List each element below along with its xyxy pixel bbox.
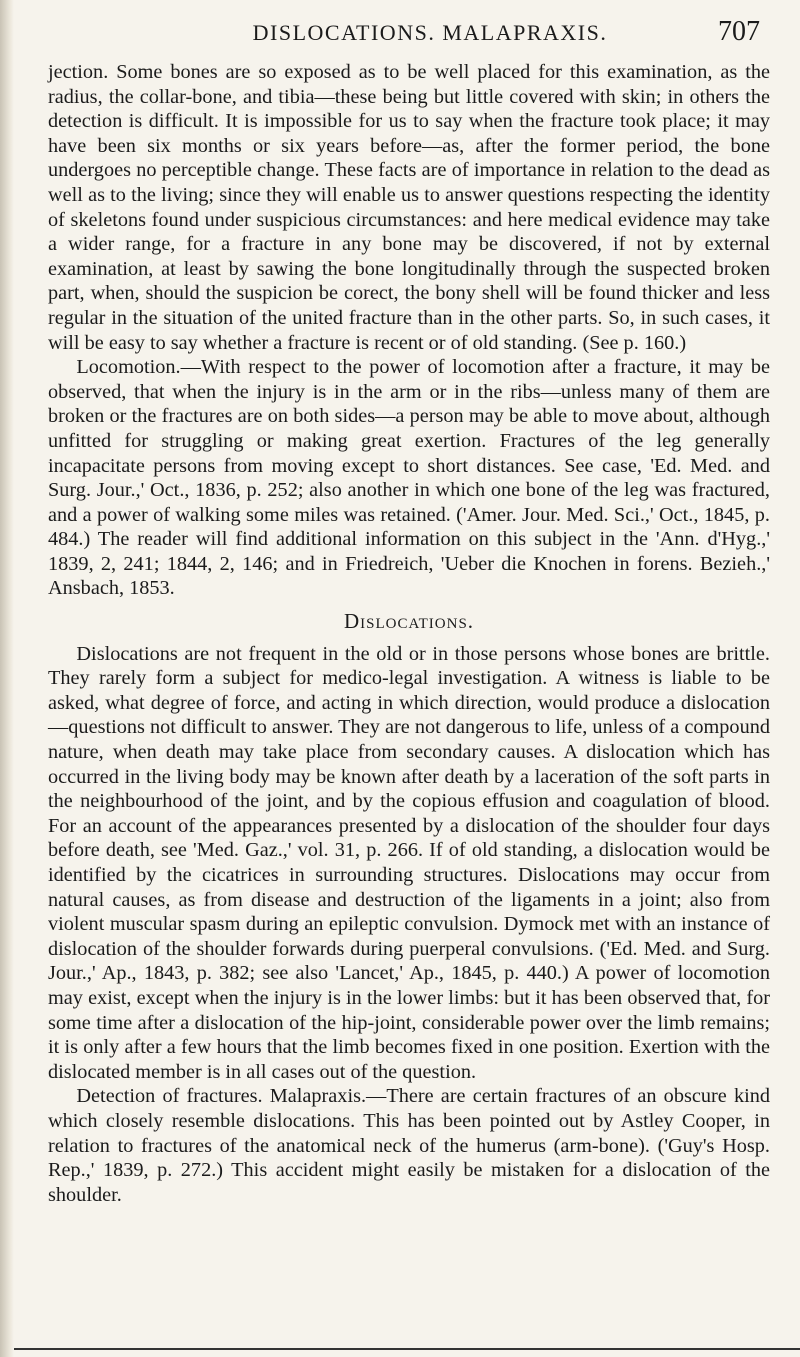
paragraph-locomotion: Locomotion.—With respect to the power of locomotion after a fracture, it may be observed, that when the injury is in the arm or in the ribs—unless many of them are broken or the fractures are on both sides—a person may be able to move about, although unfitted for struggling or making great exertion. Fractures of the leg generally incapacitate persons from moving except to short distances. See case, 'Ed. Med. and Surg. Jour.,' Oct., 1836, p. 252; also another in which one bone of the leg was fractured, and a power of walking some miles was retained. ('Amer. Jour. Med. Sci.,' Oct., 1845, p. 484.) The reader will find additional information on this subject in the 'Ann. d'Hyg.,' 1839, 2, 241; 1844, 2, 146; and in Friedreich, 'Ueber die Knochen in forens. Bezieh.,' Ansbach, 1853. [48, 356, 770, 600]
page-number: 707 [718, 16, 760, 47]
page-header [100, 16, 760, 56]
paragraph-fracture-detection: jection. Some bones are so exposed as to be well placed for this examination, as the radius, the collar-bone, and tibia—these being but little covered with skin; in others the detection is difficult. It is impossible for us to say when the fracture took place; it may have been six months or six years before—as, after the former period, the bone undergoes no perceptible change. These facts are of importance in relation to the dead as well as to the living; since they will enable us to answer questions respecting the identity of skeletons found under suspicious circumstances: and here medical evidence may take a wider range, for a fracture in any bone may be discovered, if not by external examination, at least by sawing the bone longitudinally through the suspected broken part, when, should the suspicion be corect, the bony shell will be found thicker and less regular in the situation of the united fracture than in the other parts. So, in such cases, it will be easy to say whether a fracture is recent or of old standing. (See p. 160.) [48, 61, 770, 354]
body-text [48, 60, 770, 1207]
page-binding-shadow [0, 0, 14, 1357]
paragraph-dislocations: Dislocations are not frequent in the old or in those persons whose bones are brittle. They rarely form a subject for medico-legal investigation. A witness is liable to be asked, what degree of force, and acting in which direction, would produce a dislocation—questions not difficult to answer. They are not dangerous to life, unless of a compound nature, when death may take place from secondary causes. A dislocation which has occurred in the living body may be known after death by a laceration of the soft parts in the neighbourhood of the joint, and by the copious effusion and coagulation of blood. For an account of the appearances presented by a dislocation of the shoulder four days before death, see 'Med. Gaz.,' vol. 31, p. 266. If of old standing, a dislocation would be identified by the cicatrices in surrounding structures. Dislocations may occur from natural causes, as from disease and destruction of the ligaments in a joint; also from violent muscular spasm during an epileptic convulsion. Dymock met with an instance of dislocation of the shoulder forwards during puerperal convulsions. ('Ed. Med. and Surg. Jour.,' Ap., 1843, p. 382; see also 'Lancet,' Ap., 1845, p. 440.) A power of locomotion may exist, except when the injury is in the lower limbs: but it has been observed that, for some time after a dislocation of the hip-joint, considerable power over the limb remains; it is only after a few hours that the limb becomes fixed in one position. Exertion with the dislocated member is in all cases out of the question. [48, 642, 770, 1083]
bottom-rule [14, 1348, 800, 1350]
section-heading-dislocations: Dislocations. [343, 609, 475, 634]
running-head: DISLOCATIONS. MALAPRAXIS. [252, 20, 608, 45]
paragraph-malapraxis: Detection of fractures. Malapraxis.—There are certain fractures of an obscure kind which closely resemble dislocations. This has been pointed out by Astley Cooper, in relation to fractures of the anatomical neck of the humerus (arm-bone). ('Guy's Hosp. Rep.,' 1839, p. 272.) This accident might easily be mistaken for a dislocation of the shoulder. [48, 1085, 770, 1206]
